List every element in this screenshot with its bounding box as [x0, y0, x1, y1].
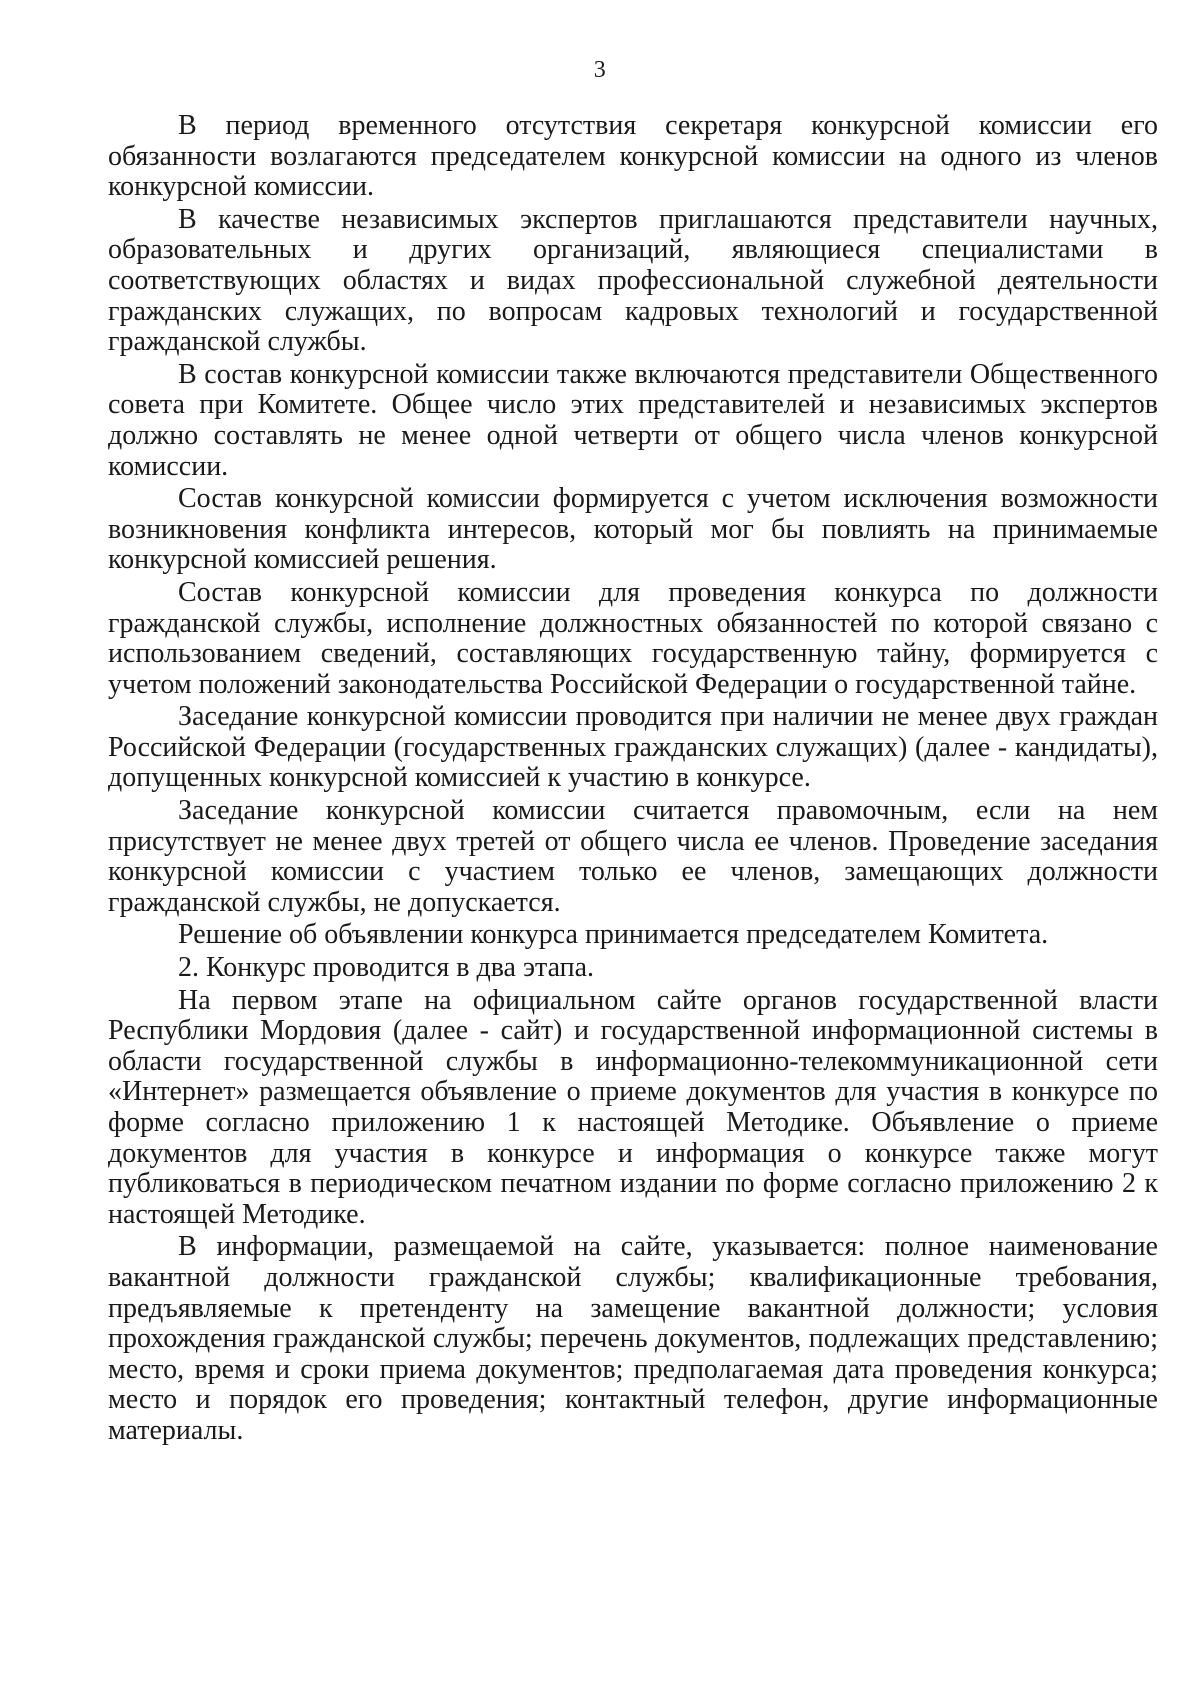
paragraph-meeting-quorum: Заседание конкурсной комиссии считается правомочным, если на нем присутствует не менее двух третей от общего числа ее членов. Проведение заседания конкурсной комиссии с участием только ее членов, замещающих должности гражданской службы, не допускается.: [108, 795, 1158, 918]
paragraph-announcement-decision: Решение об объявлении конкурса принимается председателем Комитета.: [178, 919, 1049, 951]
paragraph-two-stages: 2. Конкурс проводится в два этапа.: [178, 952, 595, 984]
paragraph-secretary-absence: В период временного отсутствия секретаря конкурсной комиссии его обязанности возлагаются председателем конкурсной комиссии на одного из членов конкурсной комиссии.: [108, 110, 1158, 203]
document-body: [108, 111, 1158, 1447]
page-number: 3: [593, 57, 607, 83]
paragraph-public-council: В состав конкурсной комиссии также включаются представители Общественного совета при Комитете. Общее число этих представителей и независимых экспертов должно составлять не менее одной четверти от общего числа членов конкурсной комиссии.: [108, 358, 1158, 482]
paragraph-state-secret: Состав конкурсной комиссии для проведения конкурса по должности гражданской службы, исполнение должностных обязанностей по которой связано с использованием сведений, составляющих государственную тайну, формируется с учетом положений законодательства Российской Федерации о государственной тайне.: [108, 576, 1158, 700]
paragraph-first-stage: На первом этапе на официальном сайте органов государственной власти Республики Мордовия (далее - сайт) и государственной информационной системы в области государственной службы в информационно-телекоммуникационной сети «Интернет» размещается объявление о приеме документов для участия в конкурсе по форме согласно приложению 1 к настоящей Методике. Объявление о приеме документов для участия в конкурсе и информация о конкурсе также могут публиковаться в периодическом печатном издании по форме согласно приложению 2 к настоящей Методике.: [108, 984, 1158, 1230]
paragraph-meeting-candidates: Заседание конкурсной комиссии проводится при наличии не менее двух граждан Российской Федерации (государственных гражданских служащих) (далее - кандидаты), допущенных конкурсной комиссией к участию в конкурсе.: [108, 701, 1158, 794]
paragraph-independent-experts: В качестве независимых экспертов приглашаются представители научных, образовательных и других организаций, являющиеся специалистами в соответствующих областях и видах профессиональной служебной деятельности гражданских служащих, по вопросам кадровых технологий и государственной гражданской службы.: [108, 203, 1158, 358]
paragraph-conflict-of-interest: Состав конкурсной комиссии формируется с учетом исключения возможности возникновения конфликта интересов, который мог бы повлиять на принимаемые конкурсной комиссией решения.: [108, 483, 1158, 576]
paragraph-site-information: В информации, размещаемой на сайте, указывается: полное наименование вакантной должности гражданской службы; квалификационные требования, предъявляемые к претенденту на замещение вакантной должности; условия прохождения гражданской службы; перечень документов, подлежащих представлению; место, время и сроки приема документов; предполагаемая дата проведения конкурса; место и порядок его проведения; контактный телефон, другие информационные материалы.: [108, 1231, 1158, 1446]
